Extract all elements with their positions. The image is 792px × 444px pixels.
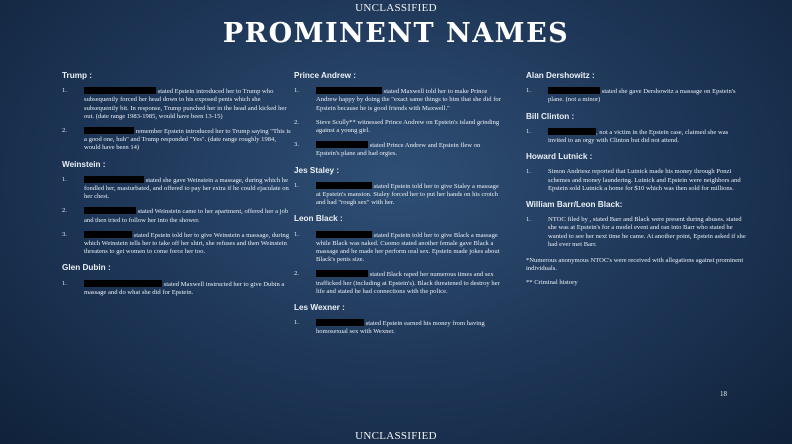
redaction-box xyxy=(84,280,162,287)
item-number: 1. xyxy=(294,319,299,327)
item-number: 1. xyxy=(294,87,299,95)
section-title: Bill Clinton : xyxy=(526,111,575,121)
list-item xyxy=(526,87,748,104)
redaction-box xyxy=(84,176,144,183)
section-prince-andrew xyxy=(294,72,504,159)
page-number: 18 xyxy=(720,390,727,398)
redaction-box xyxy=(316,182,372,189)
list-item xyxy=(62,207,294,224)
column-right xyxy=(526,72,748,288)
item-text: stated Epstein told her to give Staley a massage at Epstein's mansion. Staley forced her to put her hands on his crotch and had "rough sex" with her. xyxy=(316,182,499,207)
list-item xyxy=(294,87,504,113)
list-item xyxy=(62,87,294,121)
item-text: stated she gave Dershowitz a massage on Epstein's plane. (not a minor) xyxy=(548,88,736,104)
item-number: 2. xyxy=(62,207,67,215)
item-text: Steve Scully** witnessed Prince Andrew on Epstein's island grinding against a young girl. xyxy=(316,118,500,135)
redaction-box xyxy=(316,270,368,277)
section-les-wexner xyxy=(294,304,504,337)
section-title: Prince Andrew : xyxy=(294,71,357,80)
list-item xyxy=(62,280,294,297)
item-number: 3. xyxy=(294,141,299,149)
list-item xyxy=(526,168,748,193)
item-number: 2. xyxy=(294,270,299,278)
section-alan-dershowitz xyxy=(526,72,748,105)
column-middle xyxy=(294,72,504,345)
section-william-barr-leon-black xyxy=(526,201,748,249)
list-item xyxy=(62,176,294,202)
section-title: Howard Lutnick : xyxy=(526,152,593,162)
section-weinstein xyxy=(62,161,294,257)
list-item xyxy=(526,216,748,249)
item-text: stated Epstein told her to give Weinstein a massage, during which Weinstein tells her to take off her shirt, she refuses and then Weinstein threatens to get women to come force her too. xyxy=(84,231,290,256)
section-leon-black xyxy=(294,215,504,296)
section-bill-clinton xyxy=(526,113,748,146)
item-text: stated Maxwell instructed her to give Dubin a massage and do what she did for Epstein. xyxy=(84,280,285,296)
redaction-box xyxy=(316,231,372,238)
section-title: William Barr/Leon Black: xyxy=(526,200,623,210)
section-jes-staley xyxy=(294,167,504,208)
section-title: Alan Dershowitz : xyxy=(526,71,595,80)
list-item xyxy=(294,141,504,158)
item-text: remember Epstein introduced her to Trump saying "This is a good one, huh" and Trump responded "Yes". (date range roughly 1984, would have been 14) xyxy=(84,128,291,152)
item-number: 1. xyxy=(526,168,531,176)
redaction-box xyxy=(84,127,134,134)
list-item xyxy=(294,270,504,296)
list-item xyxy=(62,231,294,257)
item-number: 1. xyxy=(526,127,531,135)
section-title: Trump : xyxy=(62,71,93,80)
item-number: 1. xyxy=(62,87,67,95)
page-title: PROMINENT NAMES xyxy=(222,18,570,49)
section-trump xyxy=(62,72,294,153)
item-number: 1. xyxy=(294,181,299,189)
redaction-box xyxy=(84,207,136,214)
item-text: stated Maxwell told her to make Prince Andrew happy by doing the "exact same things to him that she did for Epstein because he is good friends with Maxwell." xyxy=(316,88,501,112)
item-number: 1. xyxy=(526,87,531,95)
section-title: Leon Black : xyxy=(294,214,343,224)
item-text: stated she gave Weinstein a massage, during which he fondled her, masturbated, and offered to pay her extra if he could ejaculate on her chest. xyxy=(84,176,289,201)
item-text: Simon Andriesz reported that Lutnick made his money through Ponzi schemes and money laundering. Lutnick and Epstein were neighbors and Epstein sold Lutnick a home for $10 which was then sold for millions. xyxy=(548,168,741,192)
list-item xyxy=(294,231,504,265)
item-number: 1. xyxy=(62,279,67,287)
redaction-box xyxy=(548,128,596,135)
classification-banner-top: UNCLASSIFIED xyxy=(355,2,437,14)
item-number: 3. xyxy=(62,230,67,238)
redaction-box xyxy=(316,87,382,94)
item-text: NTOC filed by , stated Barr and Black were present during abuses. stated she was at Epstein's for a model event and ran into Barr who stated he wanted to see her next time he came. At another point, Epstein asked if she had ever met Barr. xyxy=(548,216,746,248)
list-item xyxy=(294,319,504,336)
footnote-criminal-history: ** Criminal history xyxy=(526,279,578,287)
item-text: stated Epstein told her to give Black a massage while Black was naked. Cuomo stated another female gave Black a massage and he made her perform oral sex. Epstein made jokes about Black's penis size. xyxy=(316,231,500,264)
section-howard-lutnick xyxy=(526,153,748,193)
item-text: stated Weinstein came to her apartment, offered her a job and then tried to follow her into the shower. xyxy=(84,208,289,224)
section-title: Weinstein : xyxy=(62,159,106,169)
section-title: Les Wexner : xyxy=(294,303,345,313)
item-text: stated Epstein introduced her to Trump who subsequently forced her head down to his exposed penis which she subsequently bit. In response, Trump punched her in the head and kicked her out. (date range 1983-1985, would have been 13-15) xyxy=(84,88,287,120)
item-number: 1. xyxy=(62,175,67,183)
item-text: stated Epstein earned his money from having homosexual sex with Wexner. xyxy=(316,320,485,336)
column-left xyxy=(62,72,294,305)
list-item xyxy=(526,128,748,145)
item-number: 2. xyxy=(294,118,299,126)
section-title: Glen Dubin : xyxy=(62,263,111,273)
list-item xyxy=(294,182,504,208)
redaction-box xyxy=(548,87,600,94)
item-number: 1. xyxy=(294,230,299,238)
item-text: stated Black raped her numerous times and sex trafficked her (including at Epstein's). Black threatened to destroy her life and stated he had connections with the police. xyxy=(316,271,500,295)
redaction-box xyxy=(316,141,368,148)
footnote-anonymous: *Numerous anonymous NTOC's were received with allegations against prominent individuals. xyxy=(526,257,744,273)
redaction-box xyxy=(84,231,132,238)
item-number: 1. xyxy=(526,216,531,224)
item-text: stated Prince Andrew and Epstein flew on Epstein's plane and had orgies. xyxy=(316,142,481,158)
list-item xyxy=(62,127,294,153)
classification-banner-bottom: UNCLASSIFIED xyxy=(355,430,437,442)
item-text: , not a victim in the Epstein case, claimed she was invited to an orgy with Clinton but did not attend. xyxy=(548,128,729,145)
list-item xyxy=(294,119,504,135)
section-glen-dubin xyxy=(62,264,294,297)
item-number: 2. xyxy=(62,127,67,135)
redaction-box xyxy=(84,87,156,94)
redaction-box xyxy=(316,319,364,326)
section-title: Jes Staley : xyxy=(294,165,340,175)
